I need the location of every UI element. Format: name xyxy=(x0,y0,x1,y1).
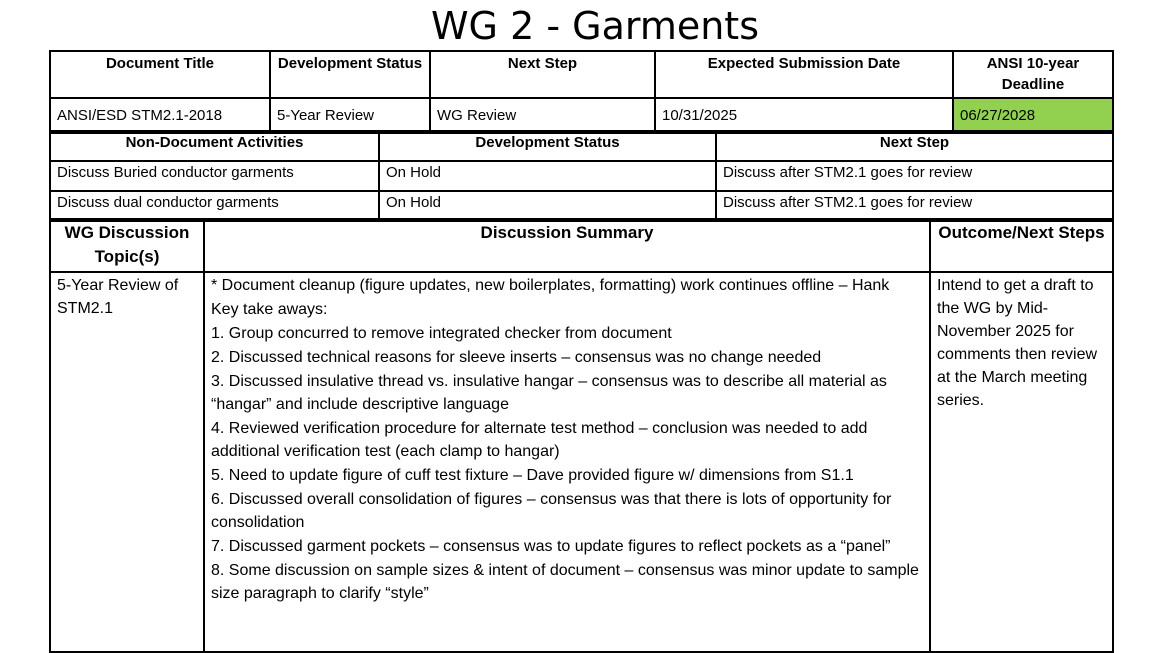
summary-item: 4. Reviewed verification procedure for alternate test method – conclusion was needed to add additional verification test (each clamp to hangar) xyxy=(211,420,868,460)
summary-item: 8. Some discussion on sample sizes & intent of document – consensus was minor update to sample size paragraph to clarify “style” xyxy=(211,562,919,602)
activity-name: Discuss Buried conductor garments xyxy=(50,161,379,191)
cell-next-step: WG Review xyxy=(430,98,655,133)
header-document-title: Document Title xyxy=(50,51,270,98)
activity-next-step: Discuss after STM2.1 goes for review xyxy=(716,161,1113,191)
discussion-outcome: Intend to get a draft to the WG by Mid-November 2025 for comments then review at the March meeting series. xyxy=(930,272,1113,652)
header-outcome-next-steps: Outcome/Next Steps xyxy=(930,219,1113,272)
cell-ansi-deadline: 06/27/2028 xyxy=(953,98,1113,133)
summary-item: 6. Discussed overall consolidation of figures – consensus was that there is lots of opportunity for consolidation xyxy=(211,491,892,531)
non-document-activities-table xyxy=(49,130,1114,222)
document-status-table xyxy=(49,50,1114,134)
activity-name: Discuss dual conductor garments xyxy=(50,191,379,221)
cell-development-status: 5-Year Review xyxy=(270,98,430,133)
summary-item: Key take aways: xyxy=(211,301,328,318)
header-activity-development-status: Development Status xyxy=(379,131,716,161)
activity-status: On Hold xyxy=(379,161,716,191)
activity-status: On Hold xyxy=(379,191,716,221)
summary-item: 2. Discussed technical reasons for sleeve inserts – consensus was no change needed xyxy=(211,349,822,366)
page-title: WG 2 - Garments xyxy=(430,4,759,48)
summary-item: 1. Group concurred to remove integrated checker from document xyxy=(211,325,672,342)
header-next-step: Next Step xyxy=(430,51,655,98)
discussion-summary xyxy=(204,272,930,652)
header-wg-discussion-topics: WG Discussion Topic(s) xyxy=(50,219,204,272)
header-non-document-activities: Non-Document Activities xyxy=(50,131,379,161)
header-discussion-summary: Discussion Summary xyxy=(204,219,930,272)
header-development-status: Development Status xyxy=(270,51,430,98)
header-activity-next-step: Next Step xyxy=(716,131,1113,161)
summary-item: 3. Discussed insulative thread vs. insulative hangar – consensus was to describe all material as “hangar” and include descriptive language xyxy=(211,373,887,413)
activity-next-step: Discuss after STM2.1 goes for review xyxy=(716,191,1113,221)
header-ansi-deadline: ANSI 10-year Deadline xyxy=(953,51,1113,98)
discussion-table xyxy=(49,218,1114,653)
summary-item: 7. Discussed garment pockets – consensus was to update figures to reflect pockets as a “panel” xyxy=(211,538,891,555)
summary-item: * Document cleanup (figure updates, new boilerplates, formatting) work continues offline – Hank xyxy=(211,277,890,294)
cell-document-title: ANSI/ESD STM2.1-2018 xyxy=(50,98,270,133)
table-row xyxy=(50,191,1113,221)
table-row xyxy=(50,161,1113,191)
discussion-topic: 5-Year Review of STM2.1 xyxy=(50,272,204,652)
summary-item: 5. Need to update figure of cuff test fixture – Dave provided figure w/ dimensions from S1.1 xyxy=(211,467,854,484)
header-expected-submission-date: Expected Submission Date xyxy=(655,51,953,98)
cell-expected-submission-date: 10/31/2025 xyxy=(655,98,953,133)
